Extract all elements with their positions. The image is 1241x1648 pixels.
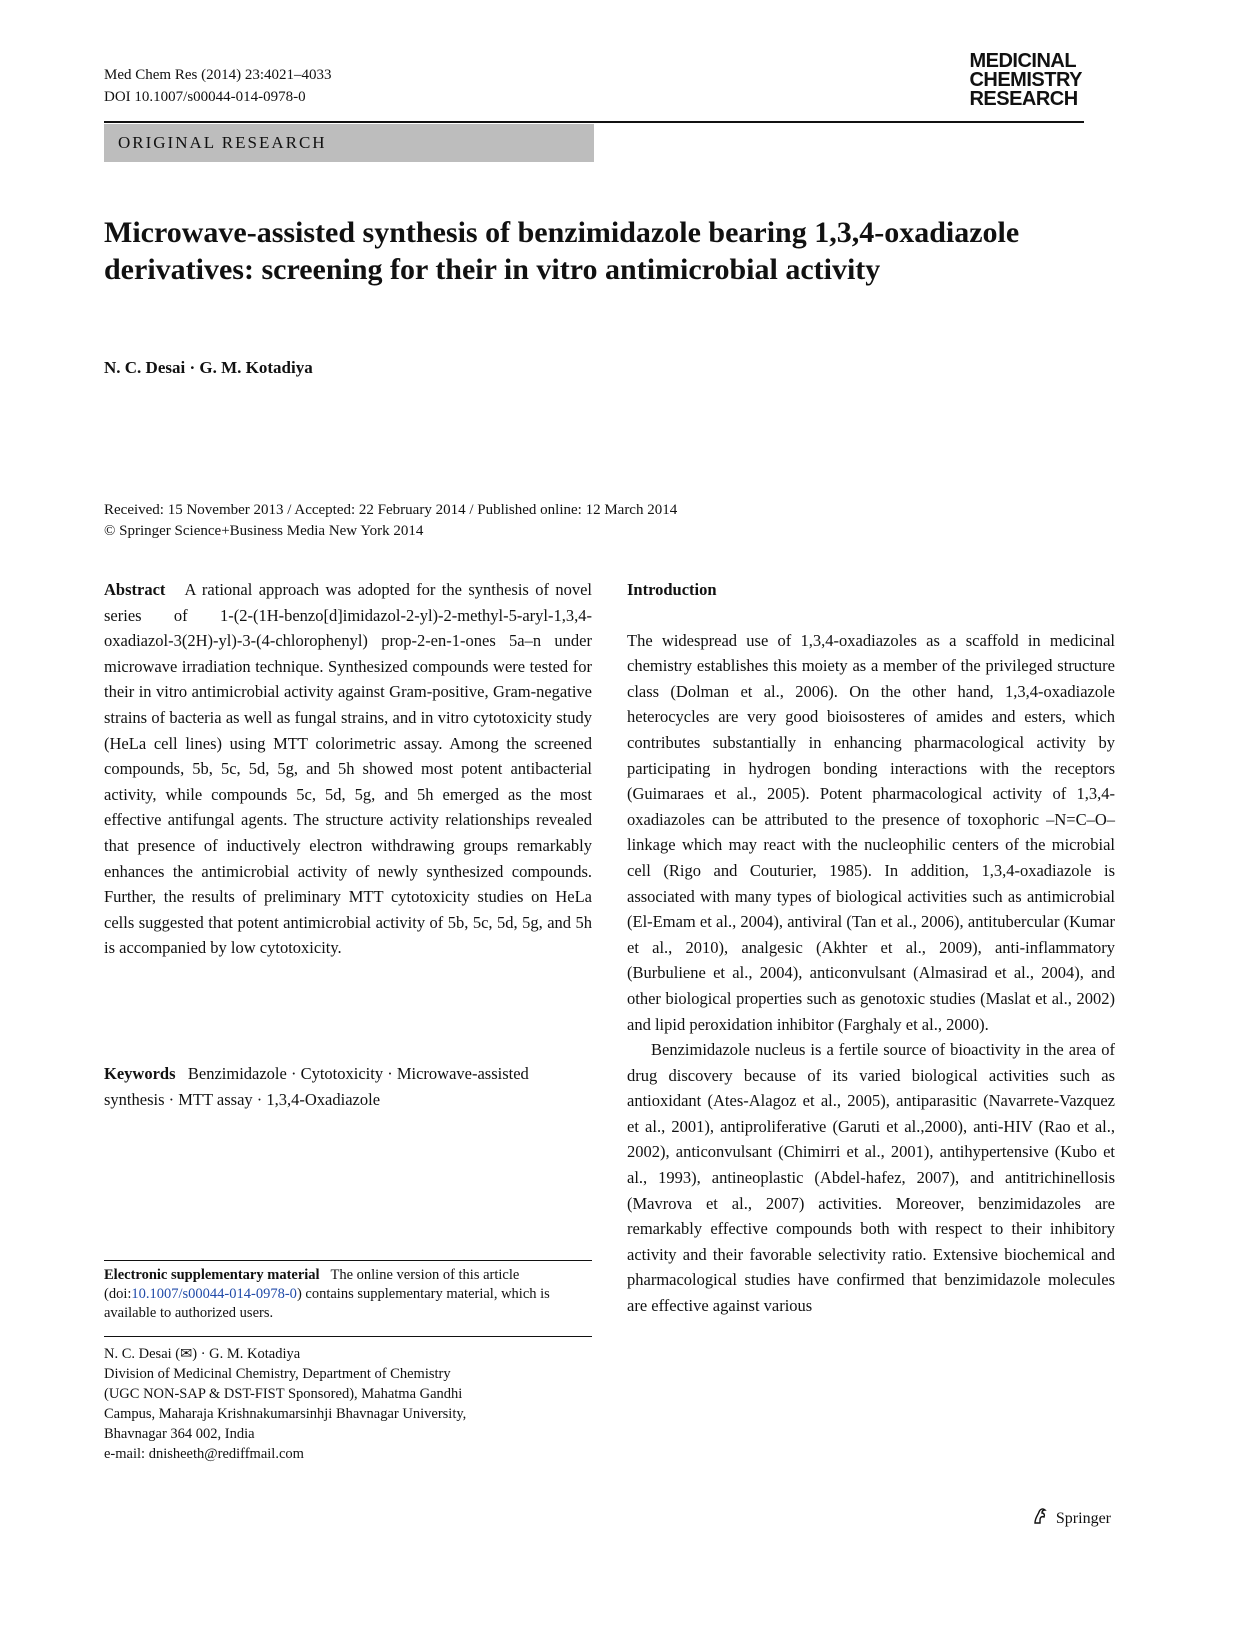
abstract-heading: Abstract xyxy=(104,580,166,599)
journal-volume: Med Chem Res (2014) 23:4021–4033 xyxy=(104,67,332,83)
logo-line-2: CHEMISTRY xyxy=(969,69,1082,91)
journal-citation xyxy=(104,64,331,108)
keywords-text: Benzimidazole · Cytotoxicity · Microwave-assisted synthesis · MTT assay · 1,3,4-Oxadiazole xyxy=(104,1064,529,1109)
journal-logo xyxy=(969,52,1082,109)
abstract xyxy=(104,577,592,961)
article-title: Microwave-assisted synthesis of benzimidazole bearing 1,3,4-oxadiazole derivatives: screening for their in vitro antimicrobial activity xyxy=(104,216,1020,286)
publisher-name: Springer xyxy=(1055,1509,1111,1527)
introduction-paragraph-2: Benzimidazole nucleus is a fertile source of bioactivity in the area of drug discovery because of its varied biological activities such as antioxidant (Ates-Alagoz et al., 2005), antiparasitic (Navarrete-Vazquez et al., 2001), antiproliferative (Garuti et al.,2000), anti-HIV (Rao et al., 2002), anticonvulsant (Chimirri et al., 2001), antihypertensive (Kubo et al., 1993), antineoplastic (Abdel-hafez, 2007), and antitrichinellosis (Mavrova et al., 2007) activities. Moreover, benzimidazoles are remarkably effective compounds both with respect to their inhibitory activity and their favorable selectivity ratio. Extensive biochemical and pharmacological studies have confirmed that benzimidazole molecules are effective against various xyxy=(627,1040,1115,1316)
affiliation-line-1: Division of Medicinal Chemistry, Department of Chemistry xyxy=(104,1366,451,1382)
header-divider xyxy=(104,121,1084,123)
received-accepted-dates: Received: 15 November 2013 / Accepted: 22 February 2014 / Published online: 12 March 2014 xyxy=(104,502,678,518)
article-authors: N. C. Desai · G. M. Kotadiya xyxy=(104,358,313,377)
logo-line-3: RESEARCH xyxy=(969,88,1078,110)
supplementary-note xyxy=(104,1266,592,1323)
footnote-divider xyxy=(104,1260,592,1261)
publication-dates xyxy=(104,500,677,542)
springer-horse-icon xyxy=(1030,1506,1050,1531)
affiliation-line-2: (UGC NON-SAP & DST-FIST Sponsored), Mahatma Gandhi xyxy=(104,1386,463,1402)
affiliation-divider xyxy=(104,1336,592,1337)
keywords xyxy=(104,1061,592,1112)
esm-doi-link[interactable]: 10.1007/s00044-014-0978-0 xyxy=(131,1286,297,1302)
affiliation xyxy=(104,1344,592,1464)
introduction-paragraph-1: The widespread use of 1,3,4-oxadiazoles as a scaffold in medicinal chemistry establishes this moiety as a member of the privileged structure class (Dolman et al., 2006). On the other hand, 1,3,4-oxadiazole heterocycles are very good bioisosteres of amides and esters, which contributes substantially in enhancing pharmacological activity by participating in hydrogen bonding interactions with the receptors (Guimaraes et al., 2005). Potent pharmacological activity of 1,3,4-oxadiazoles can be attributed to the presence of toxophoric –N=C–O– linkage which may react with the nucleophilic centers of the microbial cell (Rigo and Couturier, 1985). In addition, 1,3,4-oxadiazole is associated with many types of biological activities such as antimicrobial (El-Emam et al., 2004), antiviral (Tan et al., 2006), antitubercular (Kumar et al., 2010), analgesic (Akhter et al., 2009), anti-inflammatory (Burbuliene et al., 2004), anticonvulsant (Almasirad et al., 2004), and other biological properties such as genotoxic studies (Maslat et al., 2002) and lipid peroxidation inhibitor (Farghaly et al., 2000). xyxy=(627,630,1115,1034)
affiliation-line-3: Campus, Maharaja Krishnakumarsinhji Bhavnagar University, xyxy=(104,1406,467,1422)
section-label: ORIGINAL RESEARCH xyxy=(104,124,594,162)
logo-line-1: MEDICINAL xyxy=(969,50,1077,72)
introduction-heading: Introduction xyxy=(627,580,717,599)
esm-heading: Electronic supplementary material xyxy=(104,1267,320,1283)
esm-text-before: The online version of this article (doi: xyxy=(104,1267,520,1302)
keywords-heading: Keywords xyxy=(104,1064,176,1083)
journal-doi: DOI 10.1007/s00044-014-0978-0 xyxy=(104,89,306,105)
abstract-text: A rational approach was adopted for the synthesis of novel series of 1-(2-(1H-benzo[d]imidazol-2-yl)-2-methyl-5-aryl-1,3,4-oxadiazol-3(2H)-yl)-3-(4-chlorophenyl) prop-2-en-1-ones 5a–n under microwave irradiation technique. Synthesized compounds were tested for their in vitro antimicrobial activity against Gram-positive, Gram-negative strains of bacteria as well as fungal strains, and in vitro cytotoxicity study (HeLa cell lines) using MTT colorimetric assay. Among the screened compounds, 5b, 5c, 5d, 5g, and 5h showed most potent antibacterial activity, while compounds 5c, 5d, 5g, and 5h emerged as the most effective antifungal agents. The structure activity relationships revealed that presence of inductively electron withdrawing groups remarkably enhances the antimicrobial activity of newly synthesized compounds. Further, the results of preliminary MTT cytotoxicity studies on HeLa cells suggested that potent antimicrobial activity of 5b, 5c, 5d, 5g, and 5h is accompanied by low cytotoxicity. xyxy=(104,580,593,958)
esm-text-after: ) contains supplementary material, which is available to authorized users. xyxy=(104,1286,550,1321)
affiliation-email: e-mail: dnisheeth@rediffmail.com xyxy=(104,1446,304,1462)
copyright-line: © Springer Science+Business Media New York 2014 xyxy=(104,523,424,539)
publisher-mark xyxy=(1030,1506,1111,1531)
affiliation-line-4: Bhavnagar 364 002, India xyxy=(104,1426,255,1442)
introduction xyxy=(627,577,1115,1319)
affiliation-authors: N. C. Desai (✉) · G. M. Kotadiya xyxy=(104,1346,301,1362)
